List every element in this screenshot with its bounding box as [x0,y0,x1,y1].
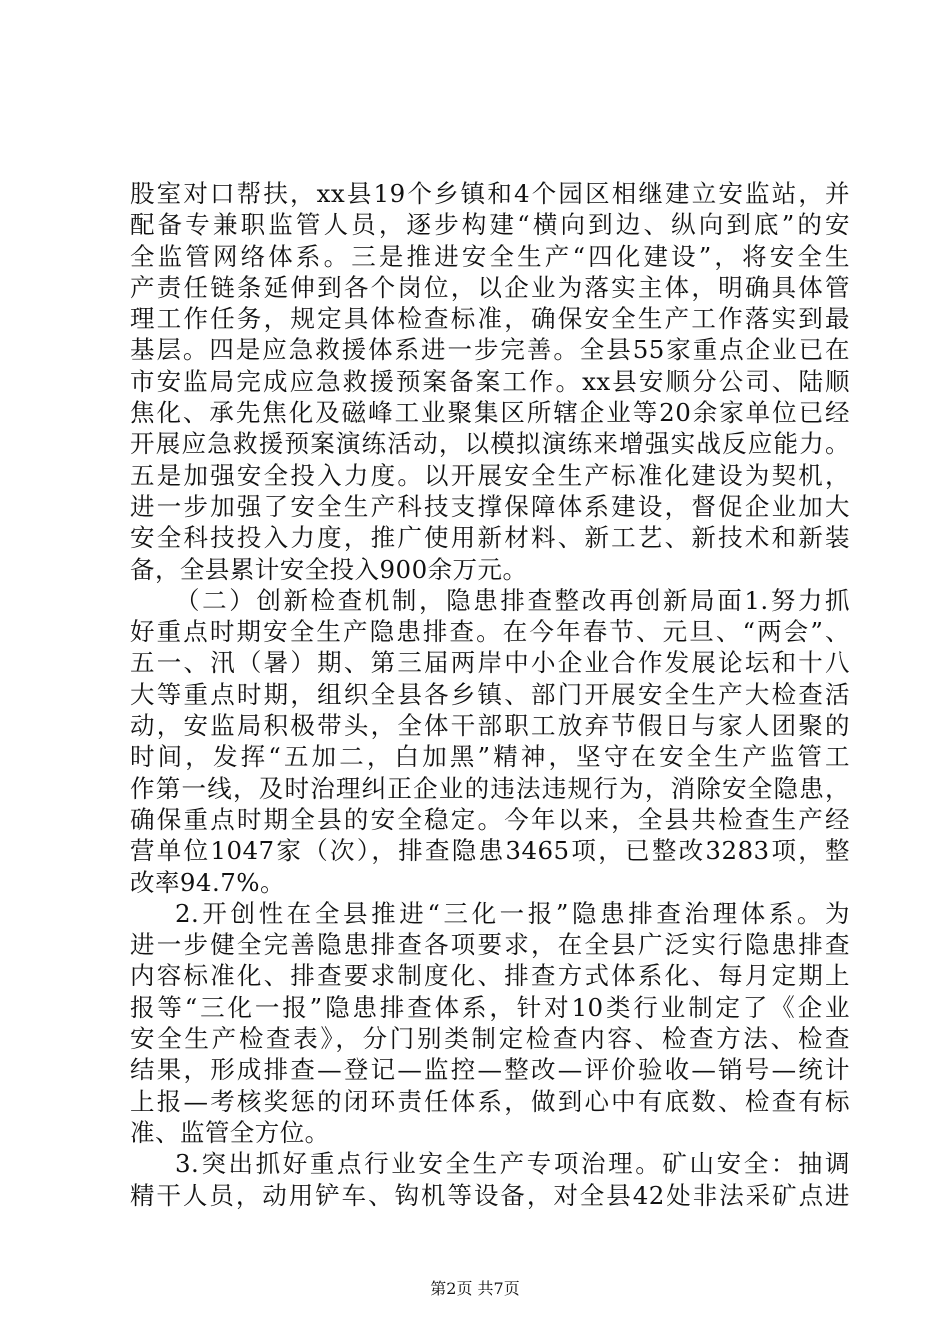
text-line: 作第一线，及时治理纠正企业的违法违规行为，消除安全隐患， [130,773,850,803]
text-line: 改率94.7%。 [130,867,285,897]
text-line: 时间，发挥“五加二，白加黑”精神，坚守在安全生产监管工 [130,742,850,772]
text-line: 进一步加强了安全生产科技支撑保障体系建设，督促企业加大 [130,491,850,521]
text-line: 准、监管全方位。 [130,1117,330,1147]
text-line: 安全科技投入力度，推广使用新材料、新工艺、新技术和新装 [130,523,850,553]
text-line: 备，全县累计安全投入900余万元。 [130,554,528,584]
page-footer [0,1279,950,1299]
text-line: 五一、汛（暑）期、第三届两岸中小企业合作发展论坛和十八 [130,648,850,678]
body-text [130,178,850,1211]
text-line: 营单位1047家（次），排查隐患3465项，已整改3283项，整 [130,836,850,866]
text-line: 内容标准化、排查要求制度化、排查方式体系化、每月定期上 [130,961,850,991]
text-line: 进一步健全完善隐患排查各项要求，在全县广泛实行隐患排查 [130,930,850,960]
page-number-label: 第2页 共7页 [430,1279,520,1298]
text-line: 五是加强安全投入力度。以开展安全生产标准化建设为契机， [130,460,850,490]
text-line: 大等重点时期，组织全县各乡镇、部门开展安全生产大检查活 [130,679,850,709]
text-line: 动，安监局积极带头，全体干部职工放弃节假日与家人团聚的 [130,711,850,741]
paragraph-start-line: 3.突出抓好重点行业安全生产专项治理。矿山安全：抽调 [175,1149,850,1179]
text-line: 基层。四是应急救援体系进一步完善。全县55家重点企业已在 [130,335,850,365]
text-line: 上报—考核奖惩的闭环责任体系，做到心中有底数、检查有标 [130,1086,850,1116]
text-line: 全监管网络体系。三是推进安全生产“四化建设”，将安全生 [130,241,850,271]
text-line: 产责任链条延伸到各个岗位，以企业为落实主体，明确具体管 [130,272,850,302]
text-line: 股室对口帮扶，xx县19个乡镇和4个园区相继建立安监站，并 [130,179,850,208]
text-line: 开展应急救援预案演练活动，以模拟演练来增强实战反应能力。 [130,429,850,459]
text-line: 安全生产检查表》，分门别类制定检查内容、检查方法、检查 [130,1024,850,1054]
text-line: 焦化、承先焦化及磁峰工业聚集区所辖企业等20余家单位已经 [130,398,850,428]
text-line: 配备专兼职监管人员，逐步构建“横向到边、纵向到底”的安 [130,210,850,240]
text-line: 结果，形成排查—登记—监控—整改—评价验收—销号—统计 [130,1055,850,1085]
text-line: 报等“三化一报”隐患排查体系，针对10类行业制定了《企业 [130,992,850,1022]
text-line: 好重点时期安全生产隐患排查。在今年春节、元旦、“两会”、 [130,617,850,647]
text-line: 精干人员，动用铲车、钩机等设备，对全县42处非法采矿点进 [130,1180,850,1210]
section-heading-line: （二）创新检查机制，隐患排查整改再创新局面1.努力抓 [175,585,850,615]
paragraph-start-line: 2.开创性在全县推进“三化一报”隐患排查治理体系。为 [175,898,850,928]
text-line: 市安监局完成应急救援预案备案工作。xx县安顺分公司、陆顺 [130,366,850,396]
text-line: 确保重点时期全县的安全稳定。今年以来，全县共检查生产经 [130,804,850,834]
text-line: 理工作任务，规定具体检查标准，确保安全生产工作落实到最 [130,304,850,334]
